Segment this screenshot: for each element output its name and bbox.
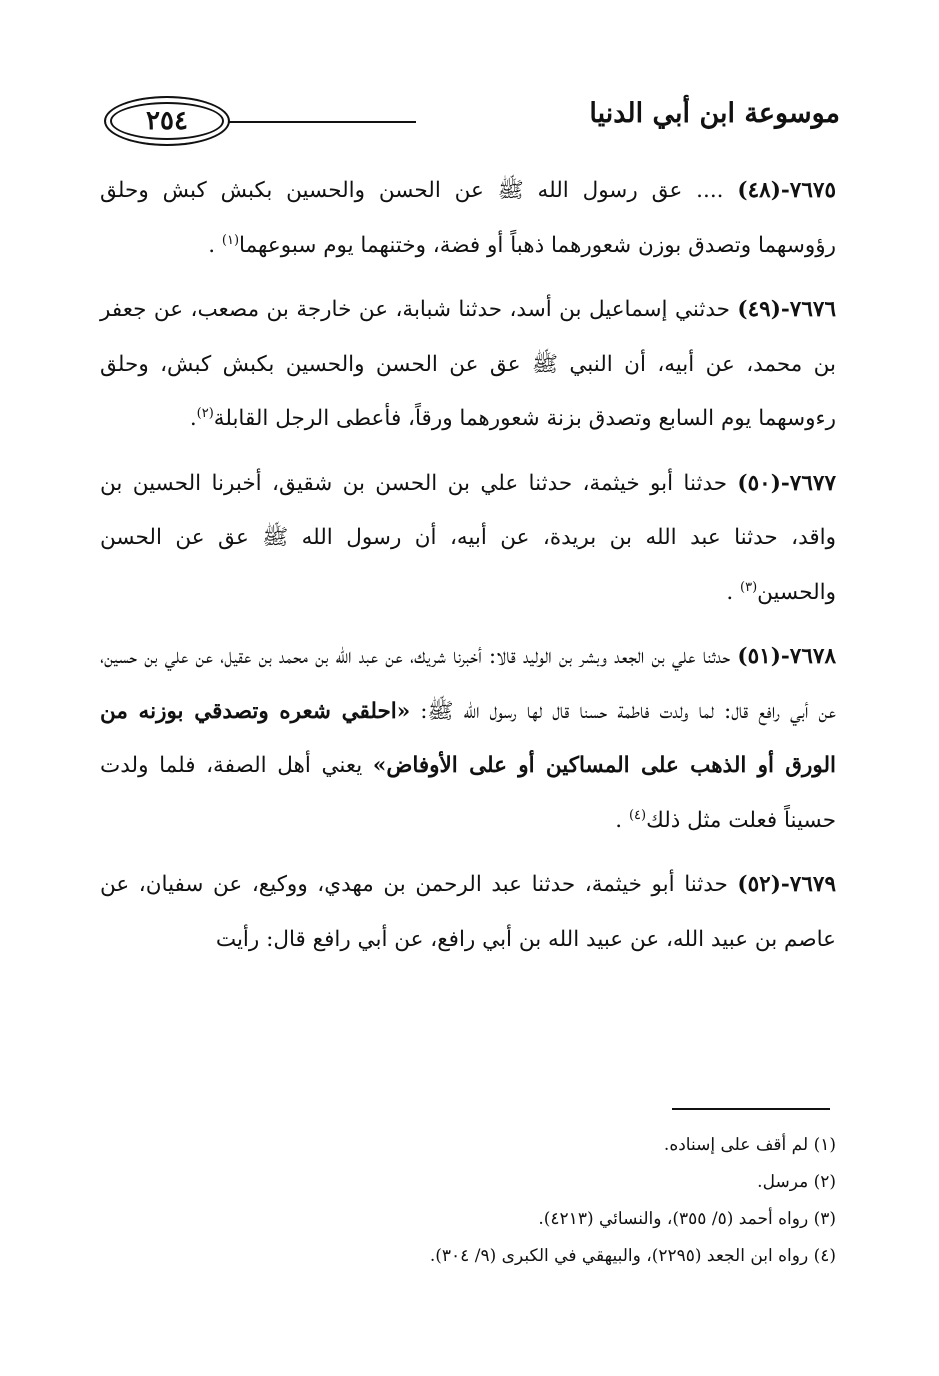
footnote-ref: (٤) <box>628 807 647 823</box>
footnote: (١) لم أقف على إسناده. <box>663 1135 836 1155</box>
hadith-number: ٧٦٧٥-(٤٨) <box>737 178 836 203</box>
header-rule <box>228 121 416 123</box>
footnote: (٢) مرسل. <box>757 1172 836 1192</box>
hadith-paragraph <box>100 164 836 273</box>
running-title: موسوعة ابن أبي الدنيا <box>589 98 840 129</box>
footnote: (٣) رواه أحمد (٥/ ٣٥٥)، والنسائي (٤٢١٣). <box>538 1209 836 1229</box>
footnote-separator <box>672 1108 830 1110</box>
footnotes <box>136 1127 836 1275</box>
hadith-text: حدثنا أبو خيثمة، حدثنا علي بن الحسن بن شقيق، أخبرنا الحسين بن واقد، حدثنا عبد الله بن بريدة، عن أبيه، أن رسول الله ﷺ عق عن الحسن والحسين <box>100 470 836 605</box>
hadith-paragraph <box>100 630 836 848</box>
main-text <box>100 164 836 973</box>
hadith-text: حدثنا أبو خيثمة، حدثنا عبد الرحمن بن مهدي، ووكيع، عن سفيان، عن عاصم بن عبيد الله، عن عبيد الله بن أبي رافع، عن أبي رافع قال: رأيت <box>100 872 836 952</box>
hadith-end: . <box>615 807 629 833</box>
footnote-ref: (٢) <box>196 405 214 421</box>
hadith-quote: «احلقي شعره وتصدقي بوزنه من الورق أو الذهب على المساكين أو على الأوفاض» <box>100 698 836 778</box>
hadith-end: . <box>208 232 222 258</box>
hadith-text: حدثني إسماعيل بن أسد، حدثنا شبابة، عن خارجة بن مصعب، عن جعفر بن محمد، عن أبيه، أن النبي ﷺ عق عن الحسن والحسين بكبش كبش، وحلق رءوسهما يوم السابع وتصدق بزنة شعورهما ورقاً، فأعطى الرجل القابلة <box>100 297 836 431</box>
hadith-number: ٧٦٧٩-(٥٢) <box>737 872 836 897</box>
hadith-text: حدثنا علي بن الجعد وبشر بن الوليد قالا: أخبرنا شريك، عن عبد الله بن محمد بن عقيل، عن علي بن حسين، عن أبي رافع قال: لما ولدت فاطمة حسنا قال لها رسول الله ﷺ: <box>100 644 836 724</box>
page-number-badge <box>104 96 230 146</box>
footnote: (٤) رواه ابن الجعد (٢٢٩٥)، والبيهقي في الكبرى (٩/ ٣٠٤). <box>429 1246 836 1266</box>
footnote-ref: (١) <box>221 232 240 248</box>
hadith-paragraph <box>100 283 836 447</box>
hadith-number: ٧٦٧٦-(٤٩) <box>737 297 836 322</box>
hadith-end: . <box>726 579 741 605</box>
page-number: ٢٥٤ <box>146 106 188 136</box>
hadith-text: .... عق رسول الله ﷺ عن الحسن والحسين بكبش كبش وحلق رؤوسهما وتصدق بوزن شعورهما ذهباً أو فضة، وختنهما يوم سبوعهما <box>100 178 836 258</box>
hadith-number: ٧٦٧٧-(٥٠) <box>737 470 836 496</box>
hadith-number: ٧٦٧٨-(٥١) <box>737 644 836 669</box>
footnote-ref: (٣) <box>740 579 758 595</box>
hadith-end: . <box>189 406 197 431</box>
hadith-text-continued: يعني أهل الصفة، فلما ولدت حسيناً فعلت مثل ذلك <box>100 753 836 833</box>
page-header <box>100 94 840 150</box>
hadith-paragraph <box>100 457 836 621</box>
hadith-paragraph <box>100 858 836 967</box>
